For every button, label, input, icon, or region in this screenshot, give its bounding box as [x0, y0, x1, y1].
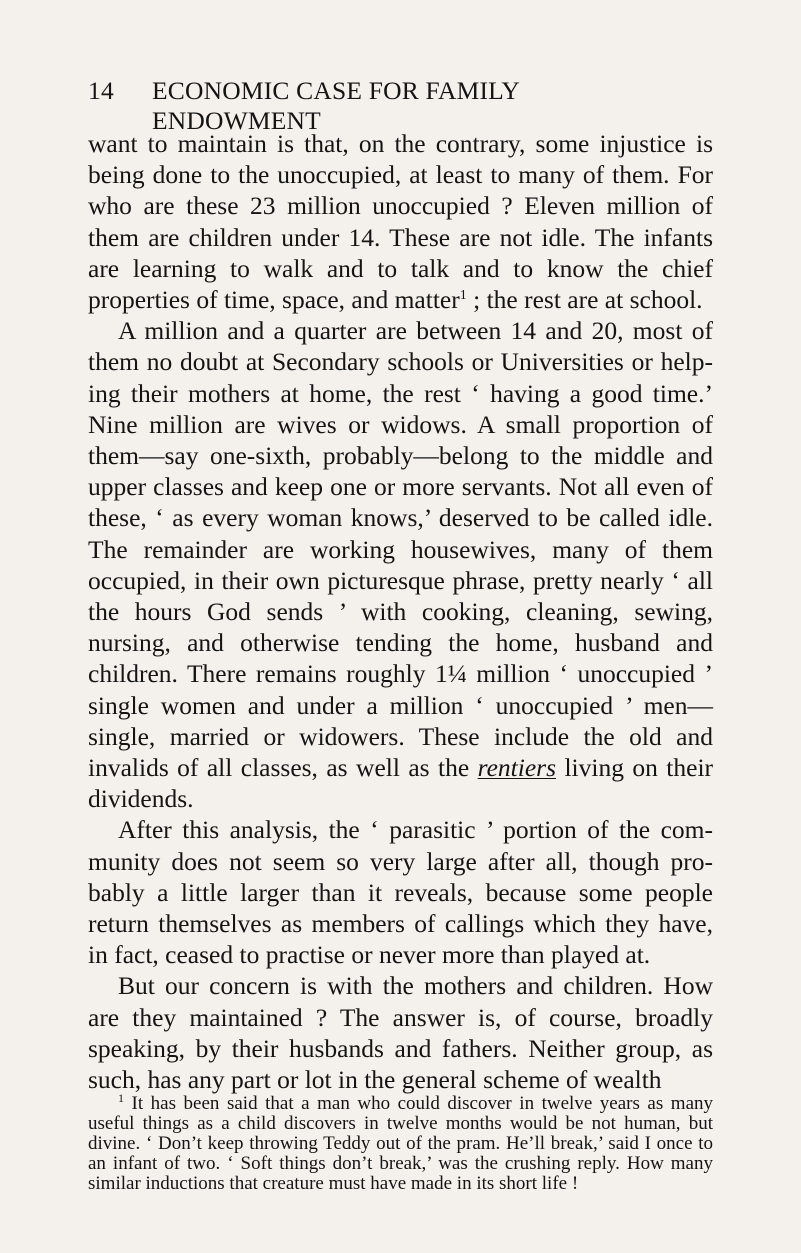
page-number: 14 [88, 76, 114, 105]
paragraph-2-text: A million and a quarter are between 14 and 20, most of them no doubt at Secondary schools or Universities or help- ing their mothers at home, the rest ‘ having a good time.’ Nine million are wives or widows. A small proportion of them—say one-sixth, probably—belong to the middle and upper classes and keep one or more servants. Not all even of these, ‘ as every woman knows,’ deserved to be called idle. The remainder are working housewives, many of them occupied, in their own picturesque phrase, pretty nearly ‘ all the hours God sends ’ with cooking, cleaning, sewing, nursing, and otherwise tending the home, husband and children. There remains roughly 1¼ million ‘ unoccupied ’ single women and under a million ‘ unoccupied ’ men— single, married or widowers. These include the old and invalids of all classes, as well as the [88, 316, 713, 783]
rentiers-italic: rentiers [477, 753, 557, 783]
paragraph-1-text: want to maintain is that, on the contrary, some injustice is being done to the unoccupied, at least to many of them. For who are these 23 million unoccupied ? Eleven million of them are children under 14. These are not idle. The infants are learning to walk and to talk and to know the chief properties of time, space, and matter [88, 129, 713, 315]
paragraph-4: But our concern is with the mothers and children. How are they maintained ? The answer is, of course, broadly speaking, by their husbands and fathers. Neither group, as such, has any part or lot in the general scheme of wealth [88, 971, 713, 1095]
paragraph-1 [88, 128, 713, 315]
paragraph-1-tail: ; the rest are at school. [466, 285, 703, 315]
paragraph-3: After this analysis, the ‘ parasitic ’ portion of the com- munity does not seem so very large after all, though pro- bably a little larger than it reveals, because some people return themselves as members of callings which they have, in fact, ceased to practise or never more than played at. [88, 815, 713, 970]
footnote-text: It has been said that a man who could discover in twelve years as many useful things as a child discovers in twelve months would be not human, but divine. ‘ Don’t keep throwing Teddy out of the pram. He’ll break,’ said I once to an infant of two. ‘ Soft things don’t break,’ was the crushing reply. How many similar inductions that creature must have made in its short life ! [88, 1093, 713, 1194]
footnote-reference: 1 [459, 288, 467, 304]
running-title: ECONOMIC CASE FOR FAMILY ENDOWMENT [152, 76, 520, 135]
paragraph-2 [88, 315, 713, 814]
footnote-mark: 1 [118, 1091, 124, 1105]
footnote-paragraph [88, 1091, 713, 1194]
footnote [88, 1091, 713, 1194]
paragraph-2-tail: living on their dividends. [88, 753, 714, 814]
body-text [88, 128, 713, 1095]
running-header [88, 76, 688, 135]
